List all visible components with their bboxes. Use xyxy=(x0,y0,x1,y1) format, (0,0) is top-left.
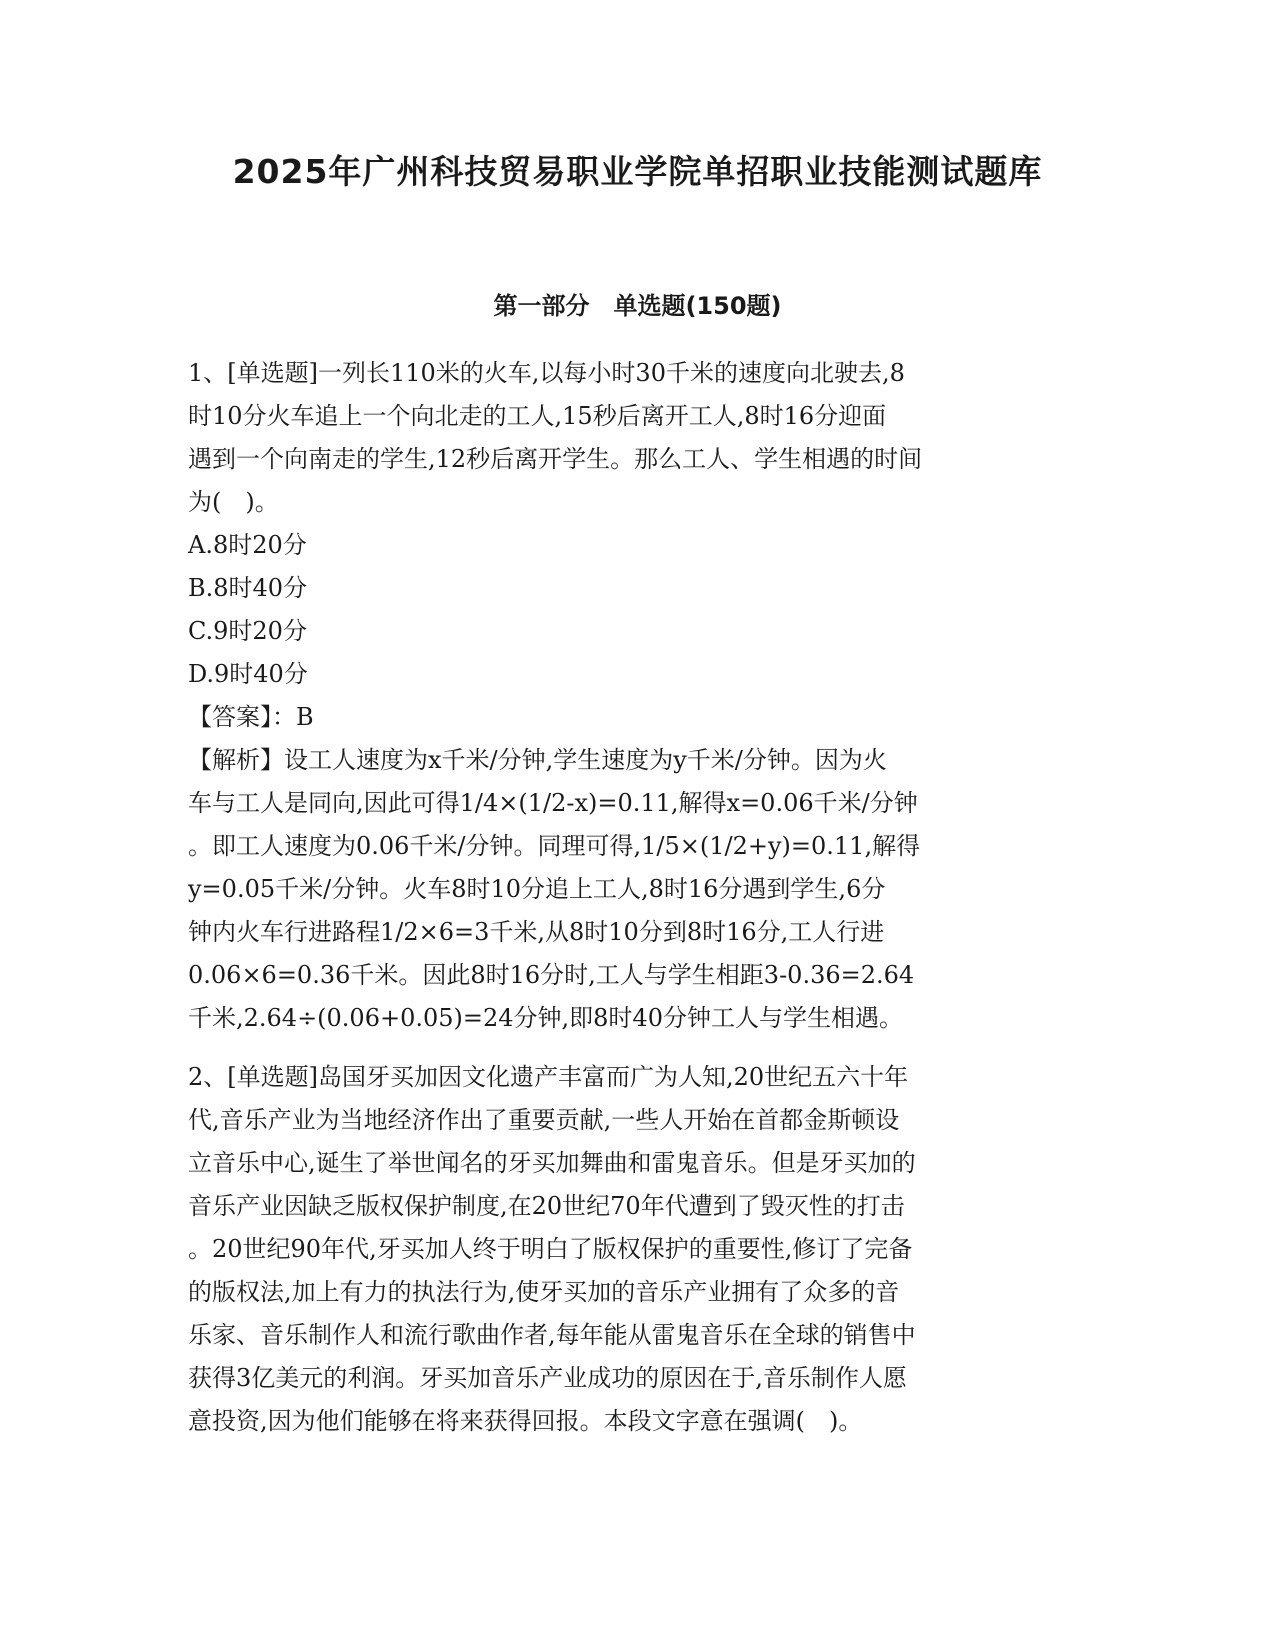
question-1-analysis-line: 千米,2.64÷(0.06+0.05)=24分钟,即8时40分钟工人与学生相遇。 xyxy=(188,1004,903,1032)
question-2-stem-line: 音乐产业因缺乏版权保护制度,在20世纪70年代遭到了毁灭性的打击 xyxy=(188,1192,905,1220)
question-1-option-c: C.9时20分 xyxy=(188,617,307,645)
question-1-option-d: D.9时40分 xyxy=(188,660,308,688)
question-2 xyxy=(188,1056,1088,1443)
question-2-stem-line: 立音乐中心,诞生了举世闻名的牙买加舞曲和雷鬼音乐。但是牙买加的 xyxy=(188,1149,916,1177)
question-spacer xyxy=(188,1040,1088,1056)
question-1-analysis-line: y=0.05千米/分钟。火车8时10分追上工人,8时16分遇到学生,6分 xyxy=(188,875,886,903)
question-1-analysis-line: 0.06×6=0.36千米。因此8时16分时,工人与学生相距3-0.36=2.64 xyxy=(188,961,915,989)
question-1-option-b: B.8时40分 xyxy=(188,574,308,602)
question-1-analysis-line: 。即工人速度为0.06千米/分钟。同理可得,1/5×(1/2+y)=0.11,解得 xyxy=(188,832,921,860)
question-1-analysis-line: 【解析】设工人速度为x千米/分钟,学生速度为y千米/分钟。因为火 xyxy=(188,746,887,774)
question-2-stem-line: 意投资,因为他们能够在将来获得回报。本段文字意在强调( )。 xyxy=(188,1407,863,1435)
section-heading: 第一部分 单选题(150题) xyxy=(493,292,782,320)
question-2-stem-line: 乐家、音乐制作人和流行歌曲作者,每年能从雷鬼音乐在全球的销售中 xyxy=(188,1321,916,1349)
question-2-stem-line: 2、[单选题]岛国牙买加因文化遗产丰富而广为人知,20世纪五六十年 xyxy=(188,1063,909,1091)
question-2-stem-line: 代,音乐产业为当地经济作出了重要贡献,一些人开始在首都金斯顿设 xyxy=(188,1106,900,1134)
question-2-stem-line: 的版权法,加上有力的执法行为,使牙买加的音乐产业拥有了众多的音 xyxy=(188,1278,900,1306)
question-2-stem-line: 。20世纪90年代,牙买加人终于明白了版权保护的重要性,修订了完备 xyxy=(188,1235,913,1263)
question-list xyxy=(188,352,1088,1443)
question-1-stem-line: 1、[单选题]一列长110米的火车,以每小时30千米的速度向北驶去,8 xyxy=(188,359,905,387)
document-title: 2025年广州科技贸易职业学院单招职业技能测试题库 xyxy=(232,152,1043,191)
question-1-stem-line: 时10分火车追上一个向北走的工人,15秒后离开工人,8时16分迎面 xyxy=(188,402,887,430)
question-1 xyxy=(188,352,1088,1040)
question-2-stem-line: 获得3亿美元的利润。牙买加音乐产业成功的原因在于,音乐制作人愿 xyxy=(188,1364,907,1392)
question-1-stem-line: 为( )。 xyxy=(188,488,279,516)
question-1-analysis-line: 钟内火车行进路程1/2×6=3千米,从8时10分到8时16分,工人行进 xyxy=(188,918,885,946)
question-1-answer: 【答案】：B xyxy=(188,703,314,731)
question-1-stem-line: 遇到一个向南走的学生,12秒后离开学生。那么工人、学生相遇的时间 xyxy=(188,445,923,473)
question-1-analysis-line: 车与工人是同向,因此可得1/4×(1/2-x)=0.11,解得x=0.06千米/分钟 xyxy=(188,789,918,817)
question-1-option-a: A.8时20分 xyxy=(188,531,307,559)
